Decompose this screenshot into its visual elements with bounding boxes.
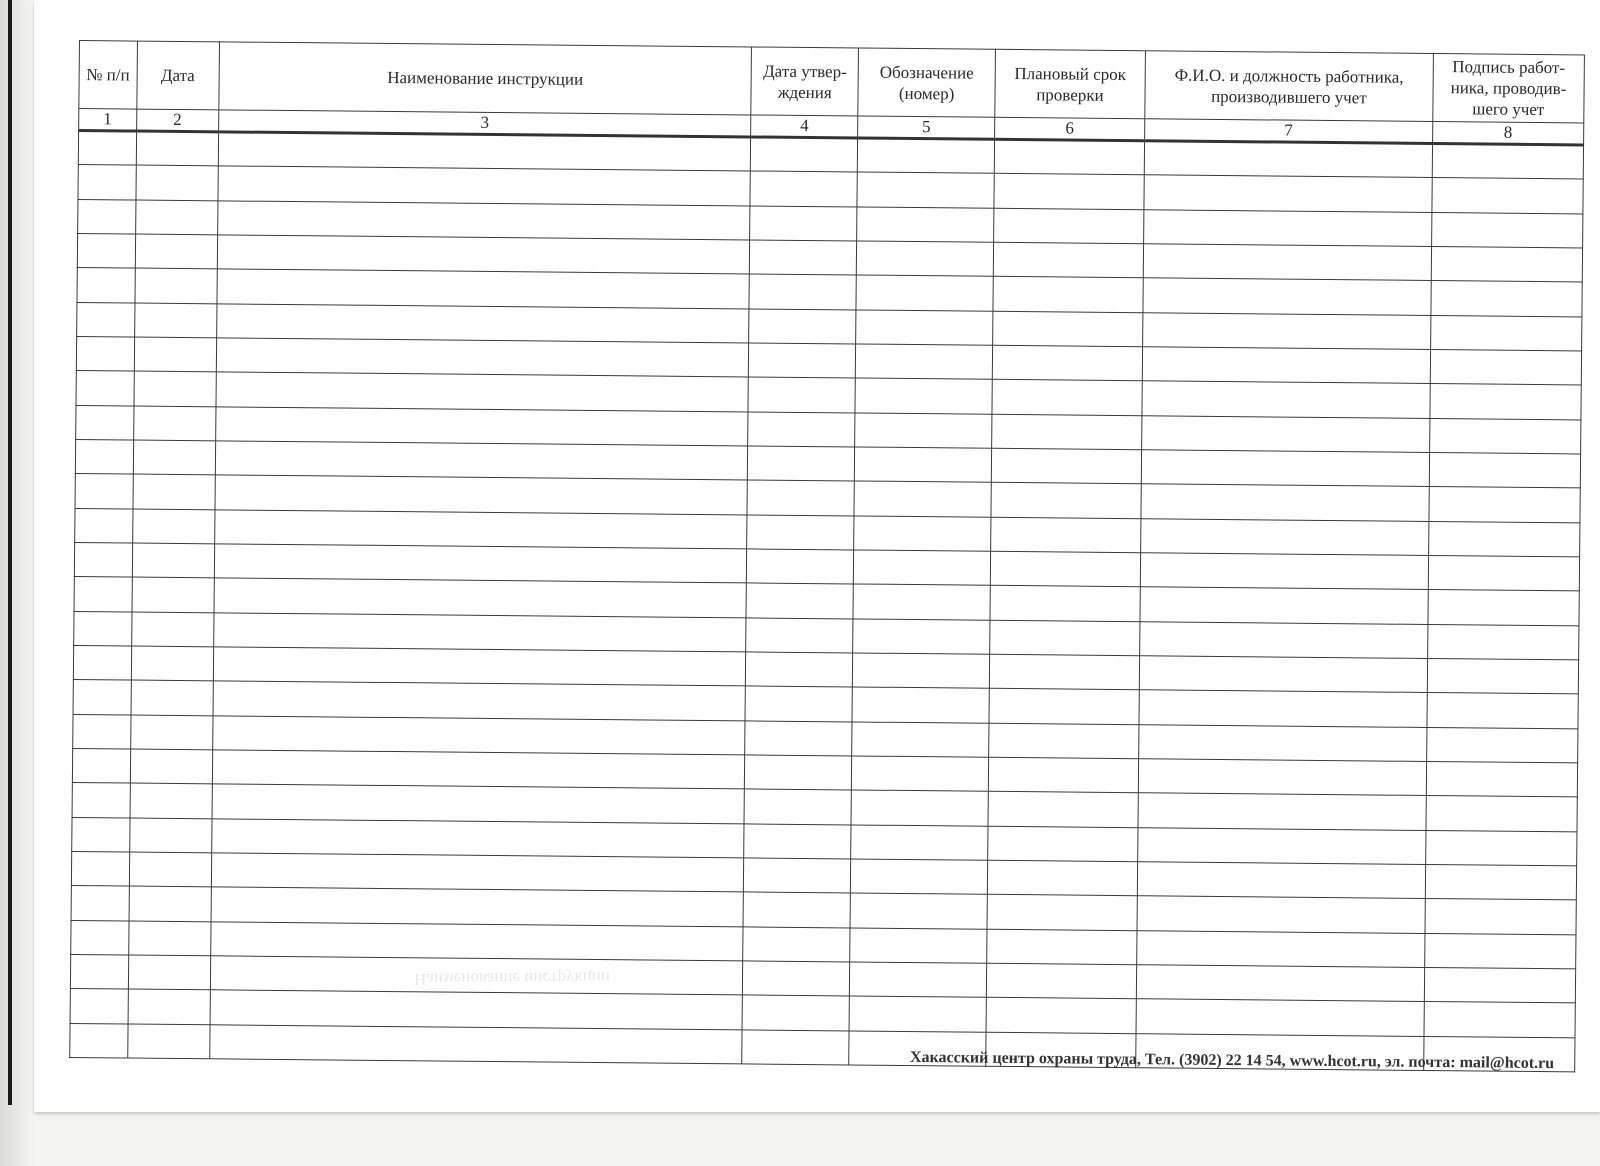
table-cell <box>994 174 1144 210</box>
table-cell <box>749 274 856 309</box>
table-cell <box>853 584 990 620</box>
table-cell <box>852 687 989 723</box>
table-cell <box>211 853 744 892</box>
table-cell <box>1143 312 1431 349</box>
table-cell <box>1426 761 1577 797</box>
table-cell <box>1430 384 1581 420</box>
table-cell <box>213 681 746 720</box>
table-cell <box>1141 518 1429 555</box>
table-cell <box>74 542 132 577</box>
table-cell <box>1425 864 1576 900</box>
table-cell <box>1143 278 1431 315</box>
table-cell <box>134 371 217 406</box>
table-cell <box>215 441 748 480</box>
header-instruction-name: Наименование инструкции <box>219 42 752 115</box>
table-cell <box>986 997 1136 1033</box>
table-cell <box>1431 281 1582 317</box>
table-cell <box>989 654 1139 690</box>
table-cell <box>850 962 987 998</box>
table-cell <box>1432 143 1583 179</box>
table-cell <box>1136 999 1424 1036</box>
table-cell <box>743 926 850 961</box>
table-cell <box>1427 658 1578 694</box>
instruction-register-table <box>69 40 1585 1072</box>
table-cell <box>73 714 131 749</box>
table-cell <box>854 550 991 586</box>
table-cell <box>216 303 749 342</box>
table-cell <box>211 887 744 926</box>
table-cell <box>76 336 134 371</box>
table-body <box>70 131 1584 1072</box>
column-number: 5 <box>858 116 995 139</box>
table-cell <box>1425 899 1576 935</box>
table-cell <box>1426 727 1577 763</box>
table-cell <box>1429 452 1580 488</box>
table-cell <box>750 206 857 241</box>
table-cell <box>71 851 129 886</box>
table-cell <box>747 515 854 550</box>
table-cell <box>75 439 133 474</box>
table-cell <box>744 858 851 893</box>
column-number: 3 <box>218 110 751 137</box>
table-cell <box>743 892 850 927</box>
table-cell <box>216 338 749 377</box>
table-cell <box>131 680 214 715</box>
table-cell <box>993 277 1143 313</box>
table-cell <box>1427 693 1578 729</box>
table-cell <box>72 748 130 783</box>
table-cell <box>1428 555 1579 591</box>
table-cell <box>1429 487 1580 523</box>
table-cell <box>136 131 219 166</box>
table-cell <box>1139 656 1427 693</box>
table-cell <box>743 961 850 996</box>
table-cell <box>213 647 746 686</box>
table-cell <box>77 268 135 303</box>
table-cell <box>988 757 1138 793</box>
table-cell <box>132 509 215 544</box>
table-cell <box>751 137 858 172</box>
table-cell <box>854 481 991 517</box>
table-cell <box>1427 624 1578 660</box>
column-number: 2 <box>136 109 218 132</box>
table-cell <box>133 440 216 475</box>
table-cell <box>1425 830 1576 866</box>
table-cell <box>130 715 213 750</box>
header-date: Дата <box>136 41 219 110</box>
header-number: № п/п <box>79 41 137 110</box>
column-number: 6 <box>995 117 1145 140</box>
table-cell <box>987 929 1137 965</box>
table-cell <box>855 413 992 449</box>
table-cell <box>211 921 744 960</box>
table-cell <box>210 1024 743 1064</box>
table-cell <box>748 412 855 447</box>
table-cell <box>745 686 852 721</box>
table-cell <box>135 234 218 269</box>
table-cell <box>212 818 745 857</box>
table-cell <box>78 199 136 234</box>
header-review-date: Плановый срок проверки <box>995 49 1146 118</box>
table-cell <box>1430 349 1581 385</box>
table-cell <box>1428 521 1579 557</box>
table-cell <box>1136 965 1424 1002</box>
table-cell <box>77 233 135 268</box>
table-cell <box>1138 793 1426 830</box>
table-cell <box>1144 175 1432 212</box>
table-cell <box>1139 724 1427 761</box>
table-cell <box>76 405 134 440</box>
table-cell <box>129 852 212 887</box>
column-number: 8 <box>1432 121 1583 144</box>
scan-shadow <box>0 0 38 1166</box>
table-cell <box>855 378 992 414</box>
table-cell <box>1140 587 1428 624</box>
table-cell <box>128 921 211 956</box>
table-cell <box>850 893 987 929</box>
table-cell <box>1142 415 1430 452</box>
table-cell <box>1144 141 1432 178</box>
table-cell <box>134 303 217 338</box>
table-cell <box>855 344 992 380</box>
table-cell <box>990 620 1140 656</box>
table-cell <box>988 791 1138 827</box>
table-cell <box>1424 933 1575 969</box>
table-cell <box>991 448 1141 484</box>
table-cell <box>993 242 1143 278</box>
table-cell <box>992 345 1142 381</box>
table-cell <box>851 790 988 826</box>
table-cell <box>988 826 1138 862</box>
table-cell <box>850 927 987 963</box>
table-cell <box>75 508 133 543</box>
table-cell <box>994 208 1144 244</box>
table-cell <box>745 721 852 756</box>
table-cell <box>78 131 136 166</box>
footer-contact: Хакасский центр охраны труда, Тел. (3902) 22 14 54, www.hcot.ru, эл. почта: mail@hcot.ru <box>909 1048 1555 1073</box>
table-cell <box>1138 759 1426 796</box>
table-cell <box>993 311 1143 347</box>
table-cell <box>987 860 1137 896</box>
table-cell <box>747 480 854 515</box>
table-cell <box>856 275 993 311</box>
table-cell <box>133 406 216 441</box>
column-number: 4 <box>751 115 858 138</box>
table-cell <box>215 406 748 445</box>
table-cell <box>218 132 751 171</box>
table-cell <box>128 989 211 1024</box>
table-cell <box>851 859 988 895</box>
table-cell <box>744 789 851 824</box>
table-cell <box>135 268 218 303</box>
table-cell <box>746 618 853 653</box>
table-cell <box>127 1024 210 1059</box>
table-cell <box>131 612 214 647</box>
table-cell <box>212 750 745 789</box>
table-cell <box>217 235 750 274</box>
table-cell <box>131 646 214 681</box>
table-cell <box>72 783 130 818</box>
table-cell <box>1143 244 1431 281</box>
table-cell <box>71 920 129 955</box>
table-cell <box>130 749 213 784</box>
table-cell <box>136 165 219 200</box>
table-cell <box>74 577 132 612</box>
table-cell <box>214 544 747 583</box>
column-number: 1 <box>79 109 137 132</box>
table-cell <box>213 612 746 651</box>
table-cell <box>856 241 993 277</box>
table-cell <box>1432 178 1583 214</box>
table-cell <box>852 722 989 758</box>
table-cell <box>987 894 1137 930</box>
table-cell <box>1140 621 1428 658</box>
table-cell <box>1137 896 1425 933</box>
table-cell <box>748 377 855 412</box>
table-cell <box>218 166 751 205</box>
table-cell <box>742 995 849 1030</box>
table-cell <box>992 380 1142 416</box>
header-recorder-name: Ф.И.О. и должность работника, производившего учет <box>1145 51 1433 122</box>
table-cell <box>855 447 992 483</box>
table-cell <box>1431 246 1582 282</box>
table-cell <box>216 372 749 411</box>
table-cell <box>215 475 748 514</box>
journal-page <box>34 0 1600 1112</box>
table-cell <box>746 583 853 618</box>
table-cell <box>1142 347 1430 384</box>
table-cell <box>132 543 215 578</box>
table-cell <box>750 171 857 206</box>
table-cell <box>750 240 857 275</box>
table-cell <box>857 207 994 243</box>
table-cell <box>990 586 1140 622</box>
table-cell <box>854 516 991 552</box>
table-cell <box>991 517 1141 553</box>
table-cell <box>1428 590 1579 626</box>
table-cell <box>857 172 994 208</box>
table-cell <box>214 578 747 617</box>
table-cell <box>129 886 212 921</box>
table-cell <box>748 446 855 481</box>
table-cell <box>749 309 856 344</box>
table-cell <box>745 755 852 790</box>
table-cell <box>991 483 1141 519</box>
table-cell <box>212 715 745 754</box>
column-number: 7 <box>1145 119 1433 144</box>
table-cell <box>1426 796 1577 832</box>
table-cell <box>75 474 133 509</box>
table-cell <box>1141 450 1429 487</box>
table-cell <box>986 963 1136 999</box>
table-cell <box>134 337 217 372</box>
table-cell <box>1144 209 1432 246</box>
table-cell <box>217 200 750 239</box>
table-cell <box>77 302 135 337</box>
table-cell <box>990 551 1140 587</box>
table-cell <box>73 680 131 715</box>
table-cell <box>128 955 211 990</box>
table-cell <box>851 825 988 861</box>
table-cell <box>129 818 212 853</box>
table-cell <box>1137 930 1425 967</box>
table-cell <box>70 1023 128 1058</box>
bleed-header-name: Наименование инструкции <box>414 968 611 990</box>
table-cell <box>1424 967 1575 1003</box>
table-cell <box>133 474 216 509</box>
table-cell <box>992 414 1142 450</box>
table-cell <box>74 611 132 646</box>
table-cell <box>1430 315 1581 351</box>
table-cell <box>210 956 743 995</box>
table-cell <box>210 990 743 1029</box>
table-cell <box>1431 212 1582 248</box>
table-cell <box>1142 381 1430 418</box>
table-cell <box>70 954 128 989</box>
table-cell <box>749 343 856 378</box>
table-cell <box>1140 553 1428 590</box>
table-cell <box>78 165 136 200</box>
table-cell <box>853 619 990 655</box>
table-cell <box>132 577 215 612</box>
table-cell <box>1429 418 1580 454</box>
table-cell <box>1141 484 1429 521</box>
header-signature: Подпись работ-ника, проводив-шего учет <box>1433 54 1585 123</box>
table-cell <box>1139 690 1427 727</box>
table-cell <box>747 549 854 584</box>
table-cell <box>742 1029 849 1064</box>
table-cell <box>217 269 750 308</box>
table-cell <box>744 823 851 858</box>
header-approval-date: Дата утвер-ждения <box>751 47 859 116</box>
table-cell <box>849 996 986 1032</box>
table-cell <box>72 817 130 852</box>
table-cell <box>73 645 131 680</box>
header-designation: Обозначение (номер) <box>858 48 995 117</box>
table-cell <box>1424 1002 1575 1038</box>
table-cell <box>852 756 989 792</box>
table-cell <box>212 784 745 823</box>
table-cell <box>857 138 994 174</box>
table-cell <box>853 653 990 689</box>
table-cell <box>70 989 128 1024</box>
table-cell <box>130 783 213 818</box>
table-cell <box>1137 862 1425 899</box>
table-cell <box>76 371 134 406</box>
table-cell <box>1138 827 1426 864</box>
table-cell <box>214 509 747 548</box>
table-cell <box>989 723 1139 759</box>
table-cell <box>856 310 993 346</box>
table-cell <box>989 689 1139 725</box>
table-cell <box>135 200 218 235</box>
table-cell <box>994 139 1144 175</box>
scan-edge <box>8 0 12 1105</box>
table-cell <box>746 652 853 687</box>
table-cell <box>71 886 129 921</box>
